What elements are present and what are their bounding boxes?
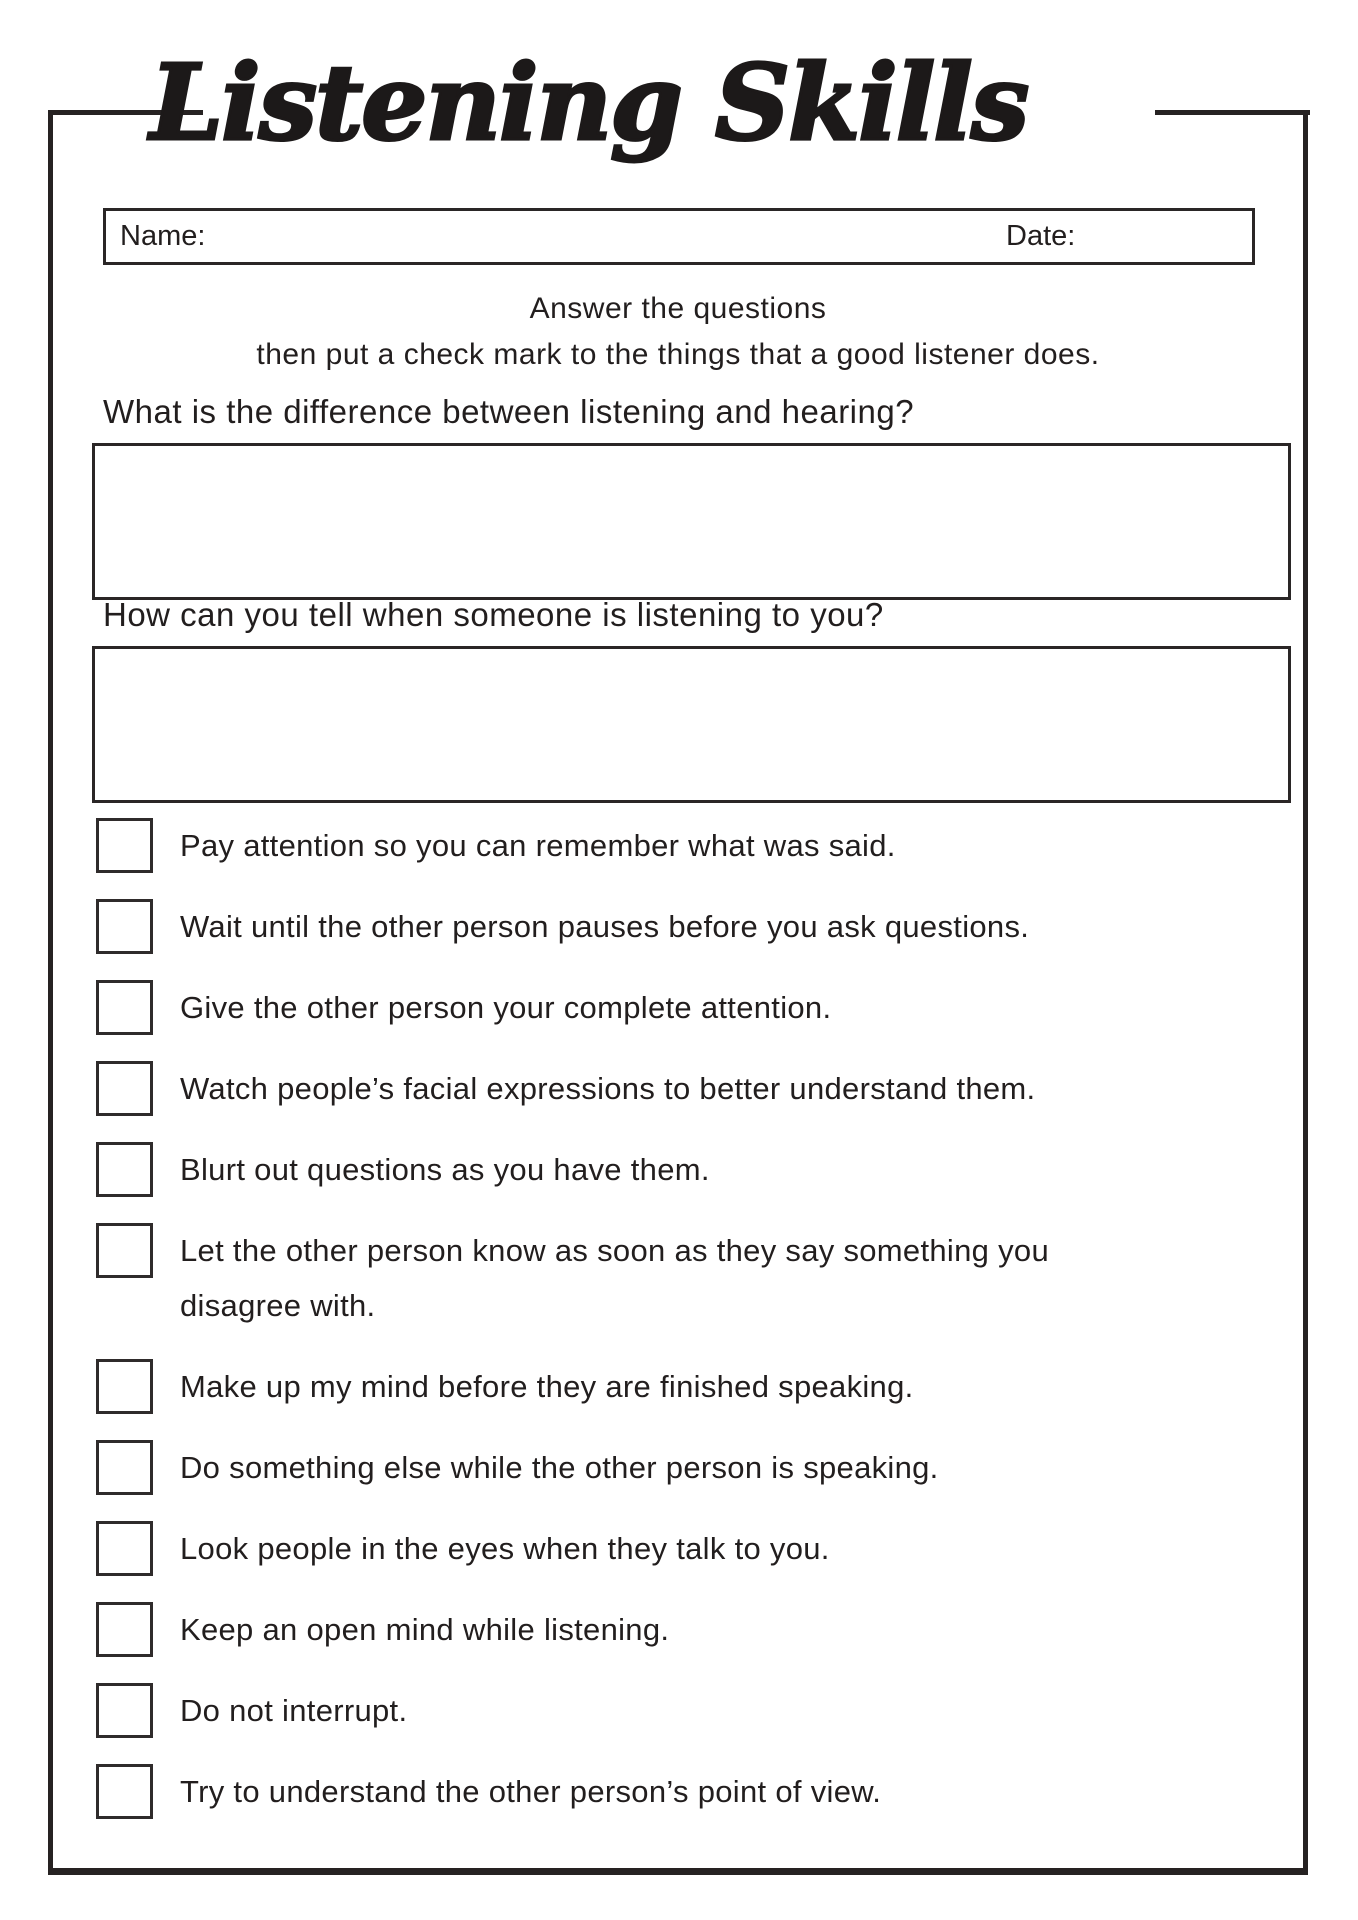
question-2-label: How can you tell when someone is listening to you? [103,596,884,633]
checkbox[interactable] [96,1142,153,1197]
checkbox[interactable] [96,818,153,873]
checklist-item-label: Look people in the eyes when they talk to you. [180,1531,830,1566]
checkbox[interactable] [96,1764,153,1819]
date-label: Date: [1006,220,1076,252]
checkbox[interactable] [96,1440,153,1495]
question-1-answer-box[interactable] [92,443,1291,600]
checklist-item-label: Pay attention so you can remember what was said. [180,828,896,863]
checkbox[interactable] [96,1683,153,1738]
checklist-item-label: Try to understand the other person’s point of view. [180,1774,882,1809]
checklist-item-label: Give the other person your complete attention. [180,990,832,1025]
checklist-item-label: Watch people’s facial expressions to better understand them. [180,1071,1036,1106]
checkbox[interactable] [96,1521,153,1576]
checklist-item-label: Wait until the other person pauses before you ask questions. [180,909,1030,944]
checklist-row [96,1521,1271,1576]
checklist-item-label: Do something else while the other person is speaking. [180,1450,939,1485]
instructions [58,286,1298,378]
checkbox[interactable] [96,980,153,1035]
checklist-item-label: Keep an open mind while listening. [180,1612,670,1647]
good-listener-checklist [96,818,1271,1845]
checkbox[interactable] [96,1359,153,1414]
checklist-row [96,818,1271,873]
name-label: Name: [120,220,206,252]
checklist-row [96,1602,1271,1657]
instructions-line-2: then put a check mark to the things that a good listener does. [256,338,1100,371]
checkbox[interactable] [96,1223,153,1278]
question-2-answer-box[interactable] [92,646,1291,803]
checkbox[interactable] [96,1602,153,1657]
name-input[interactable] [205,211,1252,262]
checklist-item-label: Do not interrupt. [180,1693,408,1728]
checklist-row [96,1142,1271,1197]
checklist-row [96,1764,1271,1819]
checklist-row [96,1440,1271,1495]
checkbox[interactable] [96,1061,153,1116]
checklist-item-label: Blurt out questions as you have them. [180,1152,710,1187]
checklist-row [96,1223,1271,1333]
question-1-label: What is the difference between listening and hearing? [103,393,915,430]
checklist-row [96,899,1271,954]
instructions-line-1: Answer the questions [529,292,827,325]
checklist-row [96,1683,1271,1738]
checklist-row [96,1061,1271,1116]
checklist-item-label: Make up my mind before they are finished speaking. [180,1369,914,1404]
checklist-item-label: Let the other person know as soon as they say something you disagree with. [180,1233,1049,1323]
title-right-rule [1155,110,1310,115]
page-title: Listening Skills [150,41,1028,164]
checkbox[interactable] [96,899,153,954]
checklist-row [96,980,1271,1035]
checklist-row [96,1359,1271,1414]
name-date-box [103,208,1255,265]
